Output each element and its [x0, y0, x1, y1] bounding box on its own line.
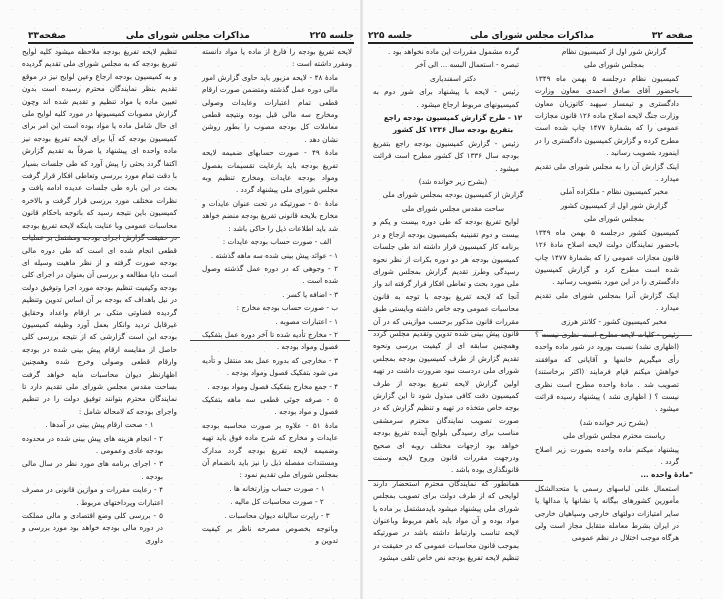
page-title: مذاکرات مجلس شورای ملی: [470, 31, 595, 41]
paragraph: ۲ - مخارج تأدیه شده تا آخر دوره عمل بتفکیک فصول ومواد بودجه .: [202, 329, 338, 352]
paragraph: اینک گزارش آنرا بمجلس شورای ملی تقدیم میدارد .: [535, 290, 679, 313]
divider: [542, 335, 692, 336]
paragraph: رئیس - گزارش کمیسیون بودجه راجع بتفریغ بودجه سال ۱۳۳۶ کل کشور مطرح است قرائت میشود .: [373, 138, 519, 173]
divider: [542, 96, 692, 97]
paragraph: وباتوجه بخصوص مصرحه ناظر بر کیفیت تدوین و: [202, 524, 338, 546]
paragraph: ۲ - صورت محاسبات کل مالیه .: [230, 497, 324, 507]
paragraph: (بشرح زیر خوانده شد): [579, 417, 649, 427]
paragraph: ۳ - راپرت سالیانه دیوان محاسبات .: [224, 510, 330, 520]
paragraph: ۴ - جمع مخارج بتفکیک فصول ومواد بودجه .: [207, 381, 338, 391]
paragraph: گزارش از کمیسیون بودجه بمجلس شورای ملی: [382, 190, 524, 200]
paragraph: مادهٔ ۴۸ - لایحه مزبور باید حاوی گزارش امور مالی دوره عمل گذشته ومتضمن صورت ارقام قطعی تمام اعتبارات وعایدات وصولی ومخارج سه مالی قبل بوده ونتیجه قطعی معاملات کل بودجه مصوب را بطور روشن نشان دهد .: [202, 72, 338, 144]
paragraph: دکتر اسفندیاری: [430, 73, 476, 83]
page-title: مذاکرات مجلس شورای ملی: [125, 31, 250, 41]
paragraph: الف - صورت حساب بودجه عایدات :: [222, 237, 332, 247]
session-label: جلسه ۲۲۵: [368, 31, 413, 41]
paragraph: ۱ - عوائد پیش بینی شده سه ماهه گذشته .: [210, 250, 338, 260]
paragraph: تبصره - استعمال البسه ... الی آخر: [415, 60, 519, 70]
paragraph: گزارش شور اول از کمیسیون نظام: [561, 47, 667, 56]
paragraph: ۱ - صورت حساب وزارتخانه ها .: [229, 483, 325, 493]
divider: [368, 330, 543, 331]
paragraph: (بشرح زیر خوانده شد): [418, 177, 488, 187]
paragraph: مادهٔ ۴۹ - صورت حسابهای ضمیمه لایحه تفریغ بودجه باید بارعایت تقسیمات بفصول ومواد بودجه عایدات ومخارج تنظیم وبه مجلس شورای ملی پیشنهاد گردد .: [202, 148, 338, 195]
paragraph: "مادهٔ واحده ...: [640, 470, 693, 480]
paragraph: گرده مشمول مقررات این ماده نخواهد بود .: [388, 47, 519, 56]
session-label: جلسه ۲۲۵: [309, 31, 354, 41]
page-header: [28, 28, 354, 44]
paragraph: رئیس - لایحه با پیشنهاد برای شور دوم به کمیسیونهای مربوط ارجاع میشود .: [373, 87, 519, 109]
paragraph: ۲ - انجام هزینه های پیش بینی شده در محدوده بودجه عادی وعمومی .: [22, 433, 163, 455]
paragraph: اینک گزارش آن را به مجلس شورای ملی تقدیم میدارد .: [535, 161, 679, 184]
page-number: صفحه ۳۲: [651, 31, 693, 41]
text-column-right: [535, 46, 693, 546]
text-column-left: [373, 46, 533, 566]
paragraph: همانطور که نمایندگان محترم استحضار دارند لوایحی که از طرف دولت برای تصویب بمجلس شورای ملی پیشنهاد میشود بایدمشتمل بر ماده یا مواد بوده و آن مواد باید باهم مربوط وباعنوان لایحه تناسب وارتباط داشته باشد در صورتیکه بموجب قانون محاسبات عمومی که در حقیقت در تنظیم لایحه تفریغ بودجه نص خاص تلقی میشود: [373, 478, 519, 563]
paragraph: ساحت مقدس مجلس شورای ملی: [402, 203, 504, 213]
paragraph: مادهٔ ۵۰ - صورتیکه در تحت عنوان عایدات و مخارج بلایحه قانونی تفریغ بودجه منضم خواهد شد باید اطلاعات ذیل را حاکی باشد :: [201, 198, 338, 233]
paragraph: ۳ - اضافه یا کسر .: [282, 289, 338, 299]
paragraph: ۱۲ - طرح گزارش کمیسیون بودجه راجع بتفریغ بودجه سال ۱۳۳۶ کل کشور: [383, 113, 523, 135]
paragraph: مادهٔ ۵۱ - علاوه بر صورت محاسبه بودجه عایدات و مخارج که شرح ماده فوق باید تهیه وضمیمه لایحه تفریغ بودجه گردد مدارک ومستندات مفصله ذیل را نیز باید بانضمام آن بمجلس شورای ملی تقدیم نمود :: [202, 420, 338, 480]
divider: [368, 480, 543, 481]
paragraph: ۴ - رعایت مقررات و موازین قانونی در مصرف اعتبارات وپرداختهای مربوط .: [22, 485, 163, 507]
paragraph: کمیسیون نظام درجلسه ۵ بهمن ماه ۱۳۴۹ باحضور آقای صادق احمدی معاون وزارت دادگستری و تیمسار سپهبد کاتوزیان معاون وزارت جنگ لایحه اصلاح ماده ۱۲۶ قانون مجازات عمومی را که بشمارهٔ ۱۴۷۷ چاپ شده است مطرح کرده و گزارش کمیسیون دادگستری را در اینمورد بتصویب رسانید .: [535, 73, 679, 158]
paragraph: ۳ - اجرای برنامه های مورد نظر در سال مالی بودجه .: [22, 459, 163, 481]
paragraph: استعمال علنی لباسهای رسمی یا متحدالشکل مأمورین کشورهای بیگانه یا نشانها یا مدالها یا سایر امتیازات دولتهای خارجی وسپاهیان خارجی در ایران بشرط معامله متقابل مجاز است ولی هرگاه موجب اختلال در نظم عمومی: [535, 483, 679, 543]
paragraph: ریاست محترم مجلس شورای ملی: [562, 431, 666, 441]
paragraph: ب - صورت حساب بودجه مخارج :: [236, 303, 338, 313]
paragraph: ۱ - اعتبارات مصوبه .: [275, 316, 338, 326]
paragraph: گزارش شور اول از کمیسیون کشور: [560, 200, 668, 210]
paragraph: پیشنهاد میکنم ماده واحده بصورت زیر اصلاح گردد .: [535, 444, 679, 466]
paragraph: مخبر کمیسیون کشور - کلانتر هرزی: [561, 316, 667, 326]
text-column-right: [202, 46, 352, 549]
paragraph: ۲ - وجوهی که در دوره عمل گذشته وصول شده است .: [202, 263, 338, 286]
paragraph: ۳ - مخارجی که بدوره عمل بعد منتقل و تأدیه می شود بتفکیک فصول ومواد بودجه .: [202, 355, 338, 378]
paragraph: ۱ - صحت ارقام پیش بینی در آمدها .: [45, 420, 154, 430]
paragraph: رئیس - کلیات لایحه مطرح است نظری نیست ؟ (اظهاری نشد) نسبت بورود در شور ماده واحده رأی میگیریم خانمها و آقایانی که موافقند خواهش میکنم قیام فرمایند (اکثر برخاستند) تصویب شد . مادهٔ واحده مطرح است نظری نیست ؟ ( اظهاری نشد ) پیشنهاد رسیده قرائت میشود .: [535, 329, 679, 414]
page-header: [368, 28, 693, 44]
paragraph: ۵ - بررسی کلی وضع اقتصادی و مالی مملکت در دوره مالی بودجه خواهد بود مورد بررسی و داوری: [22, 511, 163, 545]
paragraph: بمجلس شورای ملی: [584, 214, 644, 224]
paragraph: مخبر کمیسیون نظام - ملکزاده آملی: [560, 187, 668, 197]
paragraph: تنظیم لایحه تفریغ بودجه ملاحظه میشود کلیه لوایح تفریغ بودجه که به مجلس شورای ملی تقدیم گردیده و به کمیسیون بودجه ارجاع وعین لوایح نیز در موقع تقدیم بنظر نمایندگان محترم رسیده است بدون تعیین ماده یا مواد تنظیم و تقدیم شده اند وچون گزارش مصوبات کمیسیونها در مورد کلیه لوایح ملی ای حال شامل ماده یا مواد بوده است این امر برای کمیسیون بودجه که آیا برای لایحه تفریغ بودجه نیز ماده واحده ای پیشنهاد یا صرفاً به تقدیم گزارش اکتفا گردد بحثی را پیش آورد که طی جلسات بسیار با دقت تمام مورد بررسی وتعاطی افکار قرار گرفت بحث در این باره طی جلسات عدیده ادامه یافت و نظرات مختلف مورد بررسی قرار گرفت و بالاخره کمیسیون باین نتیجه رسید که باتوجه باحکام قانون محاسبات عمومی وبا عنایت باینکه لایحه تفریغ بودجه در حقیقت گزارش اجرای بودجه ومشتمل بر عملیات قطعی انجام شده ای است که طی دوره مالی بودجه صورت گرفته و از نظر ماهیت وسیله ای است دایا مطالعه و بررسی آن بعنوان در اجرای کلی بودجه وکیفیت تنظیم بودجه مورد اجرا وتوفیق دولت در نیل باهداف که بودجه بر آن اساس تدوین وتنظیم گردیده قضاوتی متکی بر ارقام واعداد وحقایق غیرقابل تردید وانکار بعمل آورد وظیفه کمیسیون بودجه این است گزارشی که از نتیجه بررسی کلی حاصل از مقایسه ارقام پیش بینی شده در بودجه وارقام قطعی وصولی وخرج شده وهمچنین اظهارنظر دیوان محاسبات مایه خواهد گرفت بساحت مقدس مجلس شورای ملی تقدیم دارد تا نمایندگان محترم بتوانند توفیق دولت را در تنظیم واجرای بودجه که لامحاله شامل :: [22, 47, 177, 416]
paragraph: ۵ - صرفه جوئی قطعی سه ماهه بتفکیک فصول و مواد بودجه .: [202, 394, 338, 417]
paragraph: لوایح تفریغ بودجه که طی دوره بیست و یکم و بیست و دوم تقنینیه بکمیسیون بودجه ارجاع و در برنامه کار کمیسیون قرار داشته اند طی جلسات کمیسیون بودجه هر دو دوره بکرات از نظر نحوه رسیدگی وطرز تقدیم گزارش بمجلس شورای ملی مورد بحث و تعاطی افکار قرار گرفته اند واز آنجا که لایحه تفریغ بودجه با توجه به قانون محاسبات عمومی وجه خاص داشته وبایستی طبق مقررات قانون مذکور برحسب موازینی که در آن قانون پیش بینی شده تدوین وتقدیم مجلس گردد وهمچنین سابقه ای از کیفیت بررسی ونحوه تقدیم گزارش از طرف کمیسیون بودجه بمجلس شورای ملی دردست نبود ضرورت داشت در تهیه اولین گزارش لایحه تفریغ بودجه از طرف کمیسیون دقت کافی مبذول شود تا این گزارش بوجه خاص متخذه در تهیه و تنظیم گزارش که در صورت تصویب نمایندگان محترم سرمشقی مناسب برای رسیدگی بلوایح آینده تفریغ بودجه خواهد بود ازجهات مختلف روبه ای صحیح ودرجهت مقررات قانون وروح لایحه وسنت قانونگذاری بوده باشد .: [373, 217, 519, 475]
paragraph: لایحه تفریغ بودجه را فارغ از ماده یا مواد دانسته ومقرر داشته است :: [202, 47, 352, 69]
paragraph: بمجلس شورای ملی: [584, 60, 644, 70]
divider: [190, 340, 350, 341]
page-number: صفحه۳۳: [28, 31, 67, 41]
divider: [22, 237, 180, 238]
paragraph: کمیسیون کشور درجلسه ۵ بهمن ماه ۱۳۴۹ باحضور نمایندگان دولت لایحه اصلاح مادهٔ ۱۲۶ قانون مجازات عمومی را که بشمارهٔ ۱۴۷۷ چاپ شده است مطرح کرد و گزارش کمیسیون دادگستری را در این مورد بتصویب رسانید .: [535, 227, 680, 287]
text-column-left: [22, 46, 177, 548]
right-page: [362, 0, 723, 599]
